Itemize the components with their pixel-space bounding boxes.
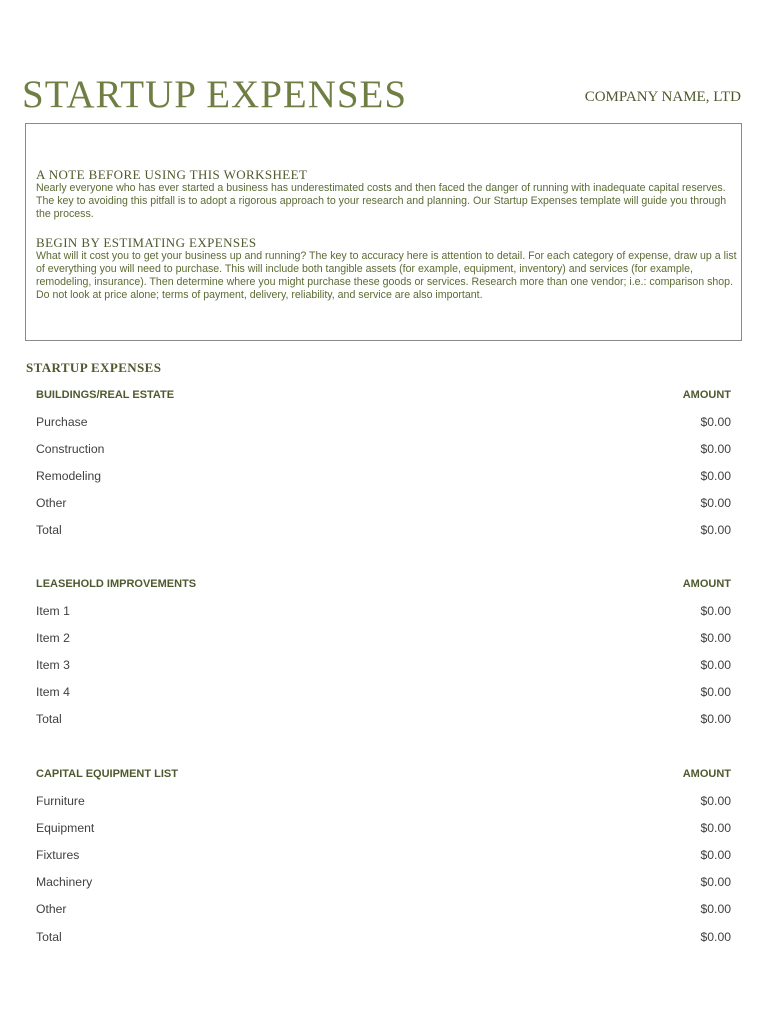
category-label: LEASEHOLD IMPROVEMENTS bbox=[36, 578, 197, 590]
table-header bbox=[36, 571, 731, 597]
table-row bbox=[36, 896, 731, 923]
total-row bbox=[36, 923, 731, 950]
table-row bbox=[36, 841, 731, 868]
row-amount[interactable]: $0.00 bbox=[700, 657, 731, 672]
row-label[interactable]: Equipment bbox=[36, 820, 95, 835]
amount-header: AMOUNT bbox=[682, 578, 731, 590]
table-row bbox=[36, 490, 731, 517]
row-amount[interactable]: $0.00 bbox=[700, 441, 731, 456]
row-label[interactable]: Other bbox=[36, 902, 67, 917]
note-text: What will it cost you to get your business up and running? The key to accuracy here is attention to detail. For each category of expense, draw up a list of everything you will need to purchase. This will include both tangible assets (for example, equipment, inventory) and services (for example, remodeling, insurance). Then determine where you might purchase these goods or services. Research more than one vendor; i.e.: comparison shop. Do not look at price alone; terms of payment, delivery, reliability, and service are also important. bbox=[36, 250, 737, 301]
row-amount[interactable]: $0.00 bbox=[700, 496, 731, 511]
row-label[interactable]: Construction bbox=[36, 441, 105, 456]
table-row bbox=[36, 597, 731, 624]
amount-header: AMOUNT bbox=[682, 768, 731, 780]
note-text: Nearly everyone who has ever started a business has underestimated costs and then faced the danger of running with inadequate capital reserves. The key to avoiding this pitfall is to adopt a rigorous approach to your research and planning. Our Startup Expenses template will guide you through the process. bbox=[36, 182, 727, 220]
page-title: STARTUP EXPENSES bbox=[22, 73, 408, 116]
row-amount[interactable]: $0.00 bbox=[700, 685, 731, 700]
section-heading: STARTUP EXPENSES bbox=[26, 360, 162, 375]
note-section-estimating bbox=[36, 235, 738, 302]
row-label[interactable]: Purchase bbox=[36, 414, 88, 429]
row-label[interactable]: Remodeling bbox=[36, 468, 102, 483]
table-row bbox=[36, 435, 731, 462]
table-header bbox=[36, 382, 731, 408]
row-label[interactable]: Item 1 bbox=[36, 603, 70, 618]
row-label[interactable]: Item 3 bbox=[36, 657, 70, 672]
row-label[interactable]: Machinery bbox=[36, 875, 93, 890]
row-label[interactable]: Item 2 bbox=[36, 630, 70, 645]
row-amount[interactable]: $0.00 bbox=[700, 875, 731, 890]
total-amount: $0.00 bbox=[700, 712, 731, 727]
row-amount[interactable]: $0.00 bbox=[700, 847, 731, 862]
row-amount[interactable]: $0.00 bbox=[700, 414, 731, 429]
amount-header: AMOUNT bbox=[682, 389, 731, 401]
row-amount[interactable]: $0.00 bbox=[700, 820, 731, 835]
company-name[interactable]: COMPANY NAME, LTD bbox=[584, 89, 741, 105]
total-amount: $0.00 bbox=[700, 929, 731, 944]
row-label[interactable]: Fixtures bbox=[36, 847, 80, 862]
table-row bbox=[36, 814, 731, 841]
leasehold-table bbox=[36, 571, 731, 733]
row-label: Total bbox=[36, 712, 62, 727]
row-label[interactable]: Furniture bbox=[36, 793, 85, 808]
table-row bbox=[36, 408, 731, 435]
note-heading: A NOTE BEFORE USING THIS WORKSHEET bbox=[36, 167, 308, 182]
row-label[interactable]: Item 4 bbox=[36, 685, 70, 700]
category-label: BUILDINGS/REAL ESTATE bbox=[36, 389, 175, 401]
table-row bbox=[36, 787, 731, 814]
row-label[interactable]: Other bbox=[36, 496, 67, 511]
capital-equipment-table bbox=[36, 761, 731, 950]
total-amount: $0.00 bbox=[700, 523, 731, 538]
row-amount[interactable]: $0.00 bbox=[700, 630, 731, 645]
total-row bbox=[36, 706, 731, 733]
row-amount[interactable]: $0.00 bbox=[700, 793, 731, 808]
row-label: Total bbox=[36, 929, 62, 944]
row-amount[interactable]: $0.00 bbox=[700, 902, 731, 917]
table-row bbox=[36, 624, 731, 651]
category-label: CAPITAL EQUIPMENT LIST bbox=[36, 768, 178, 780]
table-row bbox=[36, 462, 731, 489]
table-row bbox=[36, 651, 731, 678]
total-row bbox=[36, 517, 731, 544]
row-amount[interactable]: $0.00 bbox=[700, 468, 731, 483]
note-box bbox=[25, 123, 742, 341]
row-amount[interactable]: $0.00 bbox=[700, 603, 731, 618]
buildings-table bbox=[36, 382, 731, 544]
table-row bbox=[36, 869, 731, 896]
row-label: Total bbox=[36, 523, 62, 538]
note-heading: BEGIN BY ESTIMATING EXPENSES bbox=[36, 235, 257, 250]
table-header bbox=[36, 761, 731, 787]
note-section-worksheet bbox=[36, 167, 738, 221]
table-row bbox=[36, 679, 731, 706]
